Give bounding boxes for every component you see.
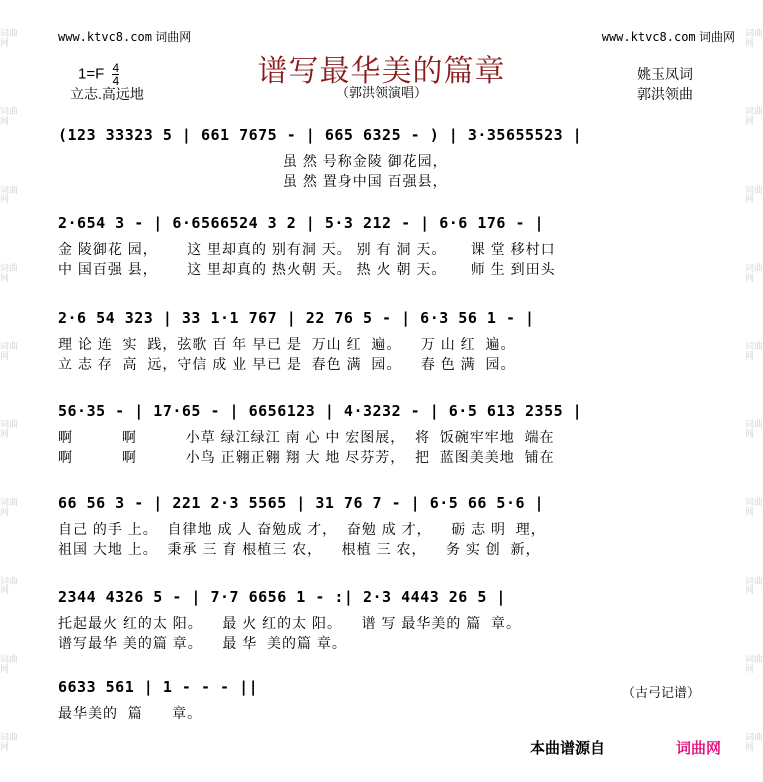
site-name: 词曲网	[155, 30, 192, 44]
score-line-3	[58, 309, 698, 374]
song-title: 谱写最华美的篇章	[257, 54, 506, 89]
lyric-verse-1: 托起最火 红的太 阳。 最 火 红的太 阳。 谱 写 最华美的 篇 章。	[58, 615, 522, 631]
score-line-5	[58, 494, 698, 559]
watermark-text: 词曲网	[745, 653, 763, 674]
source-site-link[interactable]: 词曲网	[676, 740, 722, 757]
watermark-text: 词曲网	[745, 340, 763, 361]
lyric-verse-2: 啊 啊 小鸟 正翱正翱 翔 大 地 尽芬芳， 把 蓝图美美地 铺在	[58, 449, 555, 465]
watermark-text: 词曲网	[0, 106, 19, 127]
site-url-left[interactable]	[58, 28, 191, 45]
watermark-text: 词曲网	[0, 419, 19, 440]
watermark-text: 词曲网	[0, 28, 19, 49]
watermark-text: 词曲网	[0, 575, 19, 596]
watermark-text: 词曲网	[745, 184, 763, 205]
score-line-6	[58, 588, 698, 653]
score-line-2	[58, 214, 698, 279]
composer-credit: 郭洪领曲	[637, 86, 693, 102]
lyric-verse-2: 谱写最华 美的篇 章。 最 华 美的篇 章。	[58, 635, 347, 651]
lyric-verse-1: 理 论 连 实 践，弦歌 百 年 早已 是 万山 红 遍。 万 山 红 遍。	[58, 336, 516, 352]
key-label: 1=F	[78, 65, 105, 83]
notation-line: 56·35 - | 17·65 - | 6656123 | 4·3232 - | 6·5 613 2355 |	[58, 402, 583, 420]
watermark-text: 词曲网	[745, 106, 763, 127]
lyric-verse-2: 虽 然 置身中国 百强县，	[58, 173, 448, 189]
score-line-7	[58, 678, 701, 743]
lyric-verse-1: 自己 的手 上。 自律地 成 人 奋勉成 才， 奋勉 成 才， 砺 志 明 理，	[58, 521, 546, 537]
watermark-text: 词曲网	[0, 653, 19, 674]
left-watermark-strip	[0, 0, 18, 782]
tempo-mark: 立志.高远地	[70, 86, 144, 102]
watermark-text: 词曲网	[745, 497, 763, 518]
score-line-1	[58, 126, 698, 191]
lyric-verse-1: 最华美的 篇 章。	[58, 705, 203, 721]
watermark-text: 词曲网	[745, 575, 763, 596]
source-label: 本曲谱源自	[530, 740, 606, 757]
notation-line: 2·654 3 - | 6·6566524 3 2 | 5·3 212 - | 6·6 176 - |	[58, 214, 545, 232]
notation-line: 66 56 3 - | 221 2·3 5565 | 31 76 7 - | 6·5 66 5·6 |	[58, 494, 545, 512]
notation-line: 6633 561 | 1 - - - ||	[58, 678, 259, 696]
watermark-text: 词曲网	[745, 419, 763, 440]
lyric-verse-2: 中 国百强 县， 这 里却真的 热火朝 天。 热 火 朝 天。 师 生 到田头	[58, 261, 556, 277]
lyric-verse-2: 立 志 存 高 远，守信 成 业 早已 是 春色 满 园。 春 色 满 园。	[58, 356, 516, 372]
watermark-text: 词曲网	[0, 731, 19, 752]
lyric-verse-1: 虽 然 号称金陵 御花园，	[58, 153, 448, 169]
site-url: www.ktvc8.com	[601, 30, 696, 44]
site-url: www.ktvc8.com	[58, 30, 152, 44]
lyric-verse-1: 金 陵御花 园， 这 里却真的 别有洞 天。 别 有 洞 天。 课 堂 移村口	[58, 241, 556, 257]
score-line-4	[58, 402, 698, 467]
watermark-text: 词曲网	[0, 497, 19, 518]
watermark-text: 词曲网	[0, 184, 19, 205]
watermark-text: 词曲网	[0, 262, 19, 283]
watermark-text: 词曲网	[0, 340, 19, 361]
lyricist-credit: 姚玉凤词	[637, 66, 693, 82]
notation-line: 2·6 54 323 | 33 1·1 767 | 22 76 5 - | 6·3 56 1 - |	[58, 309, 535, 327]
singer-credit: （郭洪领演唱）	[335, 85, 427, 100]
lyric-verse-1: 啊 啊 小草 绿江绿江 南 心 中 宏图展， 将 饭碗牢牢地 端在	[58, 429, 555, 445]
right-watermark-strip	[745, 0, 763, 782]
transcriber-credit: （古弓记谱）	[622, 685, 701, 700]
watermark-text: 词曲网	[745, 262, 763, 283]
site-name: 词曲网	[698, 30, 735, 44]
time-bottom: 4	[112, 74, 120, 88]
notation-line: 2344 4326 5 - | 7·7 6656 1 - :| 2·3 4443 26 5 |	[58, 588, 506, 606]
watermark-text: 词曲网	[745, 731, 763, 752]
notation-line: (123 33323 5 | 661 7675 - | 665 6325 - ) | 3·35655523 |	[58, 126, 583, 144]
watermark-text: 词曲网	[745, 28, 763, 49]
site-url-right[interactable]	[602, 28, 735, 45]
lyric-verse-2: 祖国 大地 上。 秉承 三 育 根植三 农， 根植 三 农， 务 实 创 新，	[58, 541, 541, 557]
time-top: 4	[112, 61, 120, 75]
